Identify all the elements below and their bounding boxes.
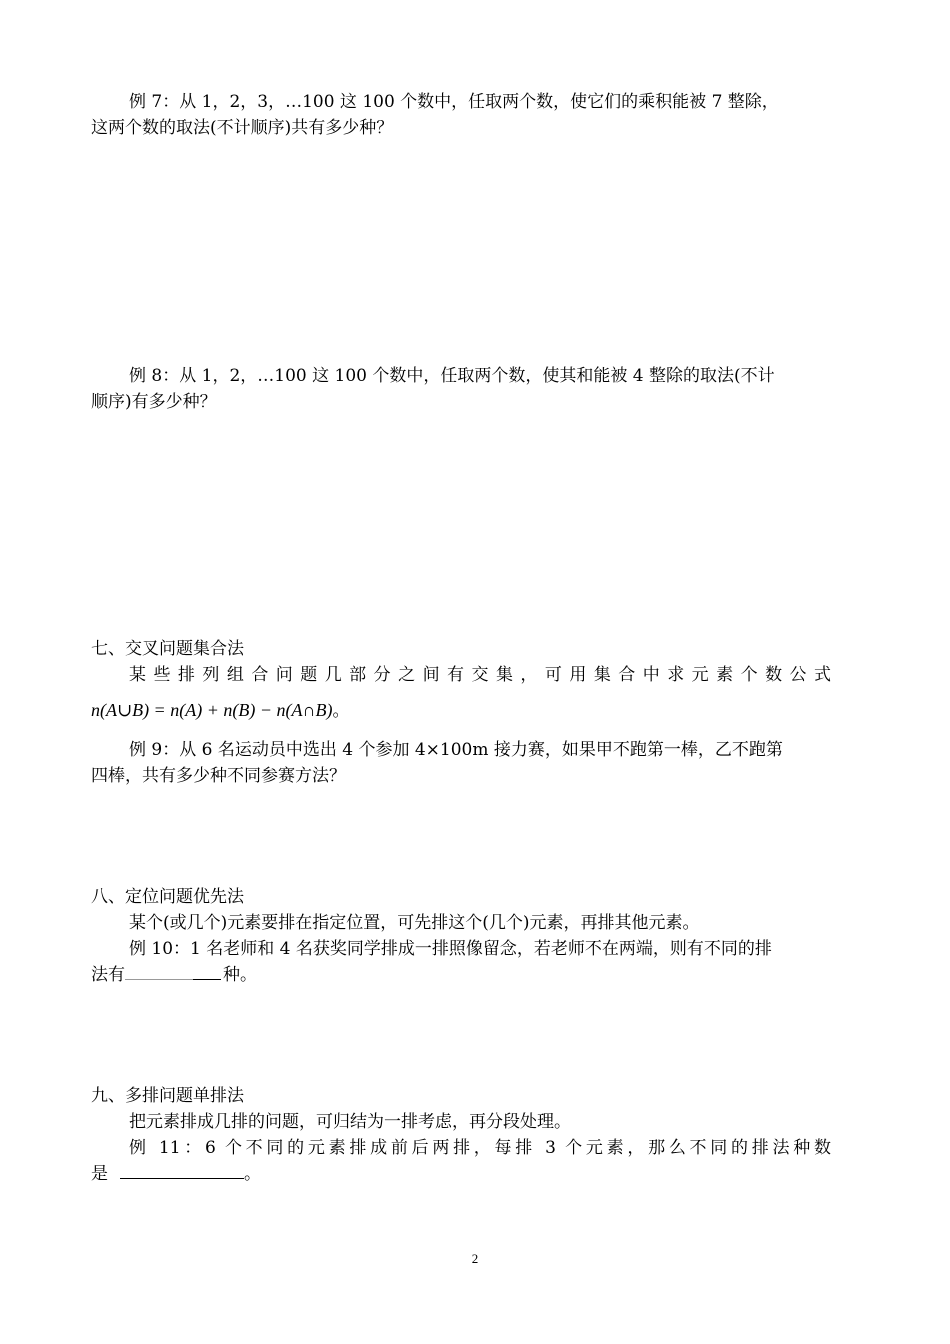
section-8-text: 某个(或几个)元素要排在指定位置，可先排这个(几个)元素，再排其他元素。: [129, 913, 700, 933]
example-11-suffix: 。: [244, 1164, 261, 1184]
answer-blank-10b[interactable]: [193, 965, 221, 980]
page-number: 2: [471, 1251, 479, 1266]
example-10-prefix: 法有: [91, 965, 125, 985]
answer-blank-11[interactable]: [120, 1164, 244, 1179]
example-11-line-1: 例 11：6 个不同的元素排成前后两排，每排 3 个元素，那么不同的排法种数: [129, 1138, 831, 1158]
formula-period: 。: [332, 701, 350, 721]
section-8-heading: 八、定位问题优先法: [91, 887, 244, 907]
section-7-heading: 七、交叉问题集合法: [91, 639, 244, 659]
section-9-heading: 九、多排问题单排法: [91, 1086, 244, 1106]
example-11-line-2: [91, 1161, 831, 1187]
example-7-line-2: 这两个数的取法(不计顺序)共有多少种？: [91, 118, 394, 138]
example-9-line-2: 四棒，共有多少种不同参赛方法？: [91, 766, 346, 786]
example-10-line-2: [91, 962, 831, 988]
set-formula-line: [91, 697, 831, 724]
answer-blank-10a[interactable]: [125, 965, 193, 980]
example-10-line-1: 例 10：1 名老师和 4 名获奖同学排成一排照像留念，若老师不在两端，则有不同的排: [129, 939, 772, 959]
example-8-line-2: 顺序)有多少种？: [91, 392, 217, 412]
example-10-suffix: 种。: [223, 965, 257, 985]
example-8-line-1: 例 8：从 1，2，…100 这 100 个数中，任取两个数，使其和能被 4 整除的取法(不计: [129, 366, 775, 386]
section-9-text: 把元素排成几排的问题，可归结为一排考虑，再分段处理。: [129, 1112, 571, 1132]
example-7-line-1: 例 7：从 1，2，3，…100 这 100 个数中，任取两个数，使它们的乘积能被 7 整除，: [129, 92, 779, 112]
example-9-line-1: 例 9：从 6 名运动员中选出 4 个参加 4×100m 接力赛，如果甲不跑第一棒，乙不跑第: [129, 740, 783, 760]
section-7-text: 某些排列组合问题几部分之间有交集，可用集合中求元素个数公式: [129, 665, 831, 685]
example-11-prefix: 是: [91, 1164, 108, 1184]
set-formula: n(A∪B) = n(A) + n(B) − n(A∩B): [91, 700, 333, 720]
